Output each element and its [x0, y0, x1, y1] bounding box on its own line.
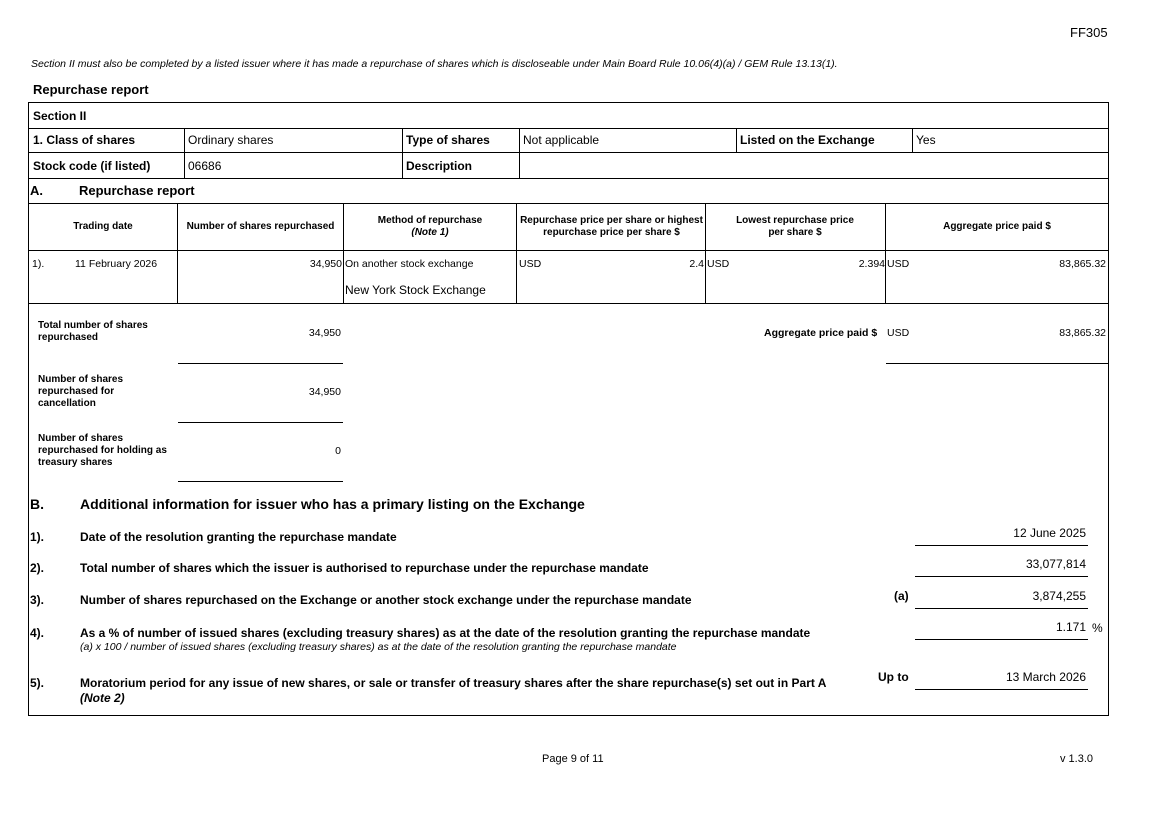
- aggregate-total-currency: USD: [887, 327, 910, 339]
- version: v 1.3.0: [1060, 753, 1094, 765]
- row-index: 1).: [32, 258, 45, 270]
- total-shares-label: Total number of shares repurchased: [38, 320, 148, 343]
- cancellation-value: 34,950: [308, 386, 341, 398]
- b-item-2-label: Total number of shares which the issuer is authorised to repurchase under the repurchase mandate: [80, 561, 649, 575]
- b-item-5-value: 13 March 2026: [1005, 670, 1086, 684]
- header-method: [344, 204, 516, 250]
- b-item-4-num: 4).: [30, 626, 45, 640]
- type-of-shares-label: Type of shares: [406, 133, 490, 147]
- stock-code-label: Stock code (if listed): [33, 159, 151, 173]
- report-title: Repurchase report: [33, 82, 149, 97]
- header-method-label: Method of repurchase: [377, 215, 483, 226]
- b-item-4-label: As a % of number of issued shares (excluding treasury shares) as at the date of the resolution granting the repurchase mandate: [80, 626, 811, 640]
- header-repurchase-price: Repurchase price per share or highest repurchase price per share $: [520, 215, 703, 238]
- row-method: On another stock exchange: [345, 258, 474, 270]
- header-method-note: (Note 1): [411, 227, 449, 238]
- b-item-3-num: 3).: [30, 593, 45, 607]
- treasury-value: 0: [335, 445, 341, 457]
- description-label: Description: [406, 159, 473, 173]
- b-item-4-formula: (a) x 100 / number of issued shares (excluding treasury shares) as at the date of the resolution granting the repurchase mandate: [80, 641, 677, 653]
- row-aggregate: 83,865.32: [1059, 258, 1106, 270]
- b-item-2-num: 2).: [30, 561, 45, 575]
- row-shares: 34,950: [309, 258, 342, 270]
- b-item-1-value: 12 June 2025: [1013, 526, 1086, 540]
- page-number: Page 9 of 11: [542, 753, 604, 765]
- b-item-5-marker: Up to: [878, 670, 909, 684]
- form-code: FF305: [1070, 25, 1108, 40]
- b-item-4-unit: %: [1092, 621, 1103, 635]
- row-price-currency: USD: [519, 258, 542, 270]
- total-shares-value: 34,950: [308, 327, 341, 339]
- listed-on-exchange-value: Yes: [916, 133, 936, 147]
- row-lowest-currency: USD: [707, 258, 730, 270]
- section-label: Section II: [33, 109, 87, 123]
- header-number-of-shares: Number of shares repurchased: [186, 221, 335, 232]
- b-item-2-value: 33,077,814: [1025, 557, 1086, 571]
- b-item-5-label: Moratorium period for any issue of new shares, or sale or transfer of treasury shares after the share repurchase(s) set out in Part A: [80, 676, 827, 690]
- b-item-3-label: Number of shares repurchased on the Exchange or another stock exchange under the repurchase mandate: [80, 593, 692, 607]
- listed-on-exchange-label: Listed on the Exchange: [740, 133, 875, 147]
- b-item-4-value: 1.171: [1055, 620, 1086, 634]
- row-lowest-price: 2.394: [858, 258, 885, 270]
- row-trading-date: 11 February 2026: [75, 258, 158, 270]
- aggregate-total-value: 83,865.32: [1059, 327, 1106, 339]
- treasury-label: Number of shares repurchased for holding as treasury shares: [38, 433, 167, 468]
- row-aggregate-currency: USD: [887, 258, 910, 270]
- part-a-title: Repurchase report: [79, 183, 195, 198]
- part-a-letter: A.: [30, 183, 43, 198]
- cancellation-label: Number of shares repurchased for cancellation: [38, 374, 124, 409]
- class-of-shares-label: 1. Class of shares: [33, 133, 136, 147]
- b-item-5-num: 5).: [30, 676, 45, 690]
- header-trading-date: Trading date: [73, 221, 133, 232]
- header-aggregate-price: Aggregate price paid $: [943, 221, 1051, 232]
- b-item-3-value: 3,874,255: [1032, 589, 1086, 603]
- b-item-1-num: 1).: [30, 530, 45, 544]
- header-lowest-price: Lowest repurchase price per share $: [736, 215, 854, 238]
- stock-code-value: 06686: [188, 159, 222, 173]
- b-item-1-label: Date of the resolution granting the repurchase mandate: [80, 530, 397, 544]
- row-exchange: New York Stock Exchange: [345, 283, 486, 297]
- b-item-5-note: (Note 2): [80, 691, 125, 705]
- row-price: 2.4: [689, 258, 704, 270]
- type-of-shares-value: Not applicable: [523, 133, 600, 147]
- class-of-shares-value: Ordinary shares: [188, 133, 274, 147]
- aggregate-total-label: Aggregate price paid $: [764, 327, 878, 339]
- b-item-3-marker: (a): [894, 589, 909, 603]
- part-b-letter: B.: [30, 496, 44, 512]
- part-b-title: Additional information for issuer who has a primary listing on the Exchange: [80, 496, 585, 512]
- intro-note: Section II must also be completed by a listed issuer where it has made a repurchase of shares which is discloseable under Main Board Rule 10.06(4)(a) / GEM Rule 13.13(1).: [31, 58, 838, 70]
